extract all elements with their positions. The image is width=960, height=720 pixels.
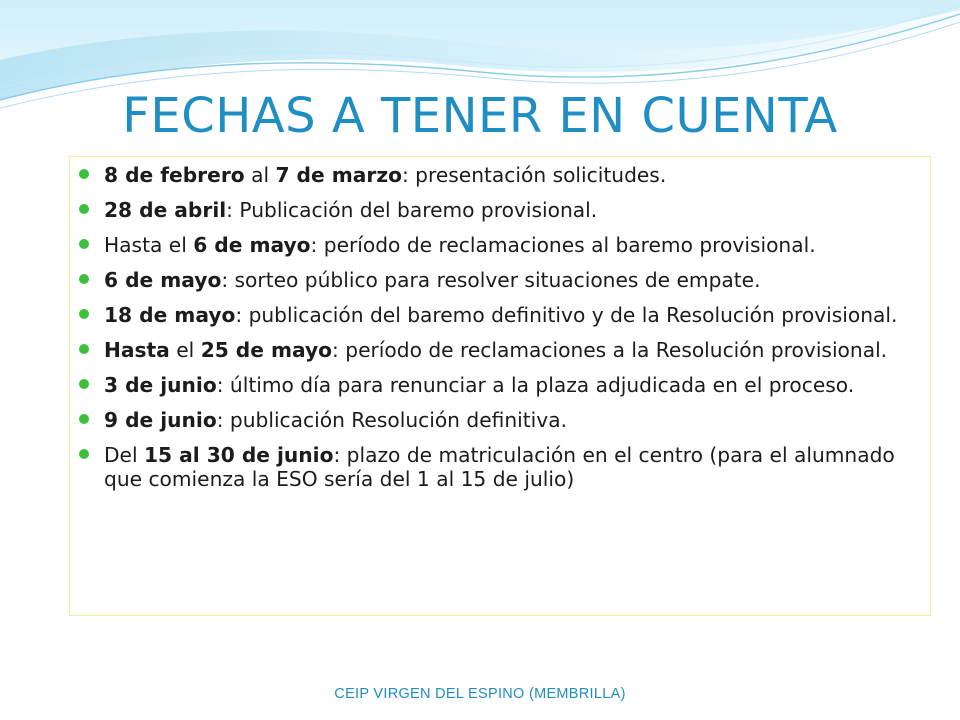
item-text-segment: Del <box>104 443 144 467</box>
item-text-segment: : Publicación del baremo provisional. <box>226 198 598 222</box>
bullet-dot-icon <box>79 344 89 354</box>
list-item <box>74 163 924 187</box>
list-item <box>74 373 924 397</box>
list-item <box>74 443 924 491</box>
item-text-segment: : presentación solicitudes. <box>401 163 667 187</box>
date-highlight: 28 de abril <box>104 198 227 222</box>
date-highlight: 9 de junio <box>104 408 217 432</box>
bullet-dot-icon <box>79 169 89 179</box>
list-item <box>74 338 924 362</box>
list-item-text <box>104 268 761 292</box>
list-item-text <box>104 443 895 491</box>
item-text-segment: Hasta el <box>104 233 194 257</box>
bullet-dot-icon <box>79 204 89 214</box>
bullet-dot-icon <box>79 379 89 389</box>
list-item <box>74 408 924 432</box>
bullet-dot-icon <box>79 414 89 424</box>
list-item <box>74 303 924 327</box>
bullet-dot-icon <box>79 449 89 459</box>
item-text-segment: al <box>244 163 276 187</box>
date-highlight: 15 al 30 de junio <box>144 443 334 467</box>
list-item-text <box>104 338 887 362</box>
date-highlight: 3 de junio <box>104 373 217 397</box>
date-highlight: Hasta <box>104 338 170 362</box>
list-item-text <box>104 373 854 397</box>
item-text-segment: : sorteo público para resolver situaciones de empate. <box>221 268 761 292</box>
date-highlight: 25 de mayo <box>200 338 333 362</box>
dates-bullet-list <box>74 163 924 502</box>
bullet-dot-icon <box>79 239 89 249</box>
date-highlight: 8 de febrero <box>104 163 245 187</box>
date-highlight: 6 de mayo <box>104 268 222 292</box>
date-highlight: 18 de mayo <box>104 303 236 327</box>
list-item-text <box>104 408 567 432</box>
item-text-segment: : publicación del baremo definitivo y de la Resolución provisional. <box>235 303 898 327</box>
date-highlight: 7 de marzo <box>275 163 402 187</box>
list-item-text <box>104 198 597 222</box>
bullet-dot-icon <box>79 309 89 319</box>
list-item <box>74 233 924 257</box>
list-item <box>74 198 924 222</box>
list-item-text <box>104 233 816 257</box>
list-item-text <box>104 303 897 327</box>
slide-footer: CEIP VIRGEN DEL ESPINO (MEMBRILLA) <box>334 686 626 702</box>
item-text-segment: : período de reclamaciones al baremo provisional. <box>310 233 816 257</box>
item-text-segment: : último día para renunciar a la plaza adjudicada en el proceso. <box>216 373 855 397</box>
list-item <box>74 268 924 292</box>
item-text-segment: el <box>169 338 201 362</box>
item-text-segment: : plazo de matriculación en el centro (para el alumnado que comienza la ESO sería del 1 al 15 de julio) <box>104 443 895 491</box>
slide-title: FECHAS A TENER EN CUENTA <box>122 88 838 144</box>
date-highlight: 6 de mayo <box>193 233 311 257</box>
bullet-dot-icon <box>79 274 89 284</box>
list-item-text <box>104 163 666 187</box>
item-text-segment: : publicación Resolución definitiva. <box>216 408 567 432</box>
item-text-segment: : período de reclamaciones a la Resolución provisional. <box>332 338 888 362</box>
